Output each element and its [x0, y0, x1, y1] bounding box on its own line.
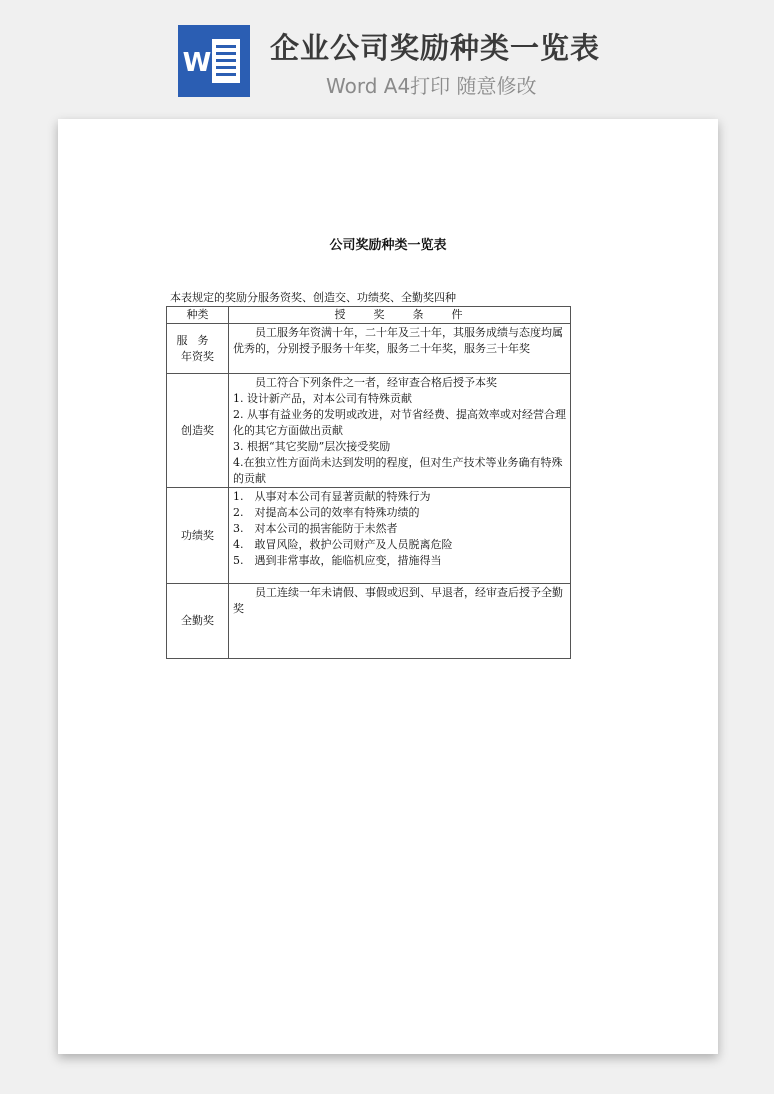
table-row	[167, 324, 571, 374]
document-intro: 本表规定的奖励分服务资奖、创造交、功绩奖、全勤奖四种	[170, 291, 456, 304]
word-document-icon	[178, 25, 250, 97]
category-line: 年资奖	[181, 349, 214, 363]
row-category: 全勤奖	[167, 584, 229, 659]
condition-line: 员工服务年资满十年，二十年及三十年，其服务成绩与态度均属优秀的，分别授予服务十年奖，服务二十年奖，服务三十年奖	[233, 326, 563, 355]
condition-line: 员工符合下列条件之一者，经审查合格后授予本奖	[255, 376, 497, 389]
awards-table	[166, 306, 571, 659]
header-category: 种类	[167, 307, 229, 324]
header	[0, 0, 774, 118]
word-icon-letter: W	[182, 48, 212, 78]
header-conditions: 授奖条件	[229, 307, 571, 324]
row-category: 创造奖	[167, 374, 229, 488]
condition-line: 2. 对提高本公司的效率有特殊功绩的	[233, 506, 420, 519]
document-title: 公司奖励种类一览表	[329, 238, 447, 253]
table-row	[167, 488, 571, 584]
condition-line: 2. 从事有益业务的发明或改进，对节省经费、提高效率或对经营合理化的其它方面做出贡献	[233, 408, 566, 437]
condition-line: 3. 根据“其它奖励”层次接受奖励	[233, 440, 391, 453]
table-header-row	[167, 307, 571, 324]
category-line: 服务	[176, 333, 219, 347]
table-row	[167, 374, 571, 488]
page-title: 企业公司奖励种类一览表	[270, 31, 601, 65]
condition-line: 4. 敢冒风险，救护公司财产及人员脱离危险	[233, 538, 453, 551]
condition-line: 5. 遇到非常事故，能临机应变，措施得当	[233, 554, 442, 567]
row-conditions	[229, 584, 571, 659]
condition-line: 1. 从事对本公司有显著贡献的特殊行为	[233, 490, 431, 503]
row-category: 功绩奖	[167, 488, 229, 584]
row-conditions	[229, 324, 571, 374]
table-row	[167, 584, 571, 659]
condition-line: 1. 设计新产品，对本公司有特殊贡献	[233, 392, 412, 405]
document-page	[58, 119, 718, 1054]
row-category	[167, 324, 229, 374]
page-subtitle: Word A4打印 随意修改	[326, 74, 537, 98]
condition-line: 4.在独立性方面尚未达到发明的程度，但对生产技术等业务确有特殊的贡献	[233, 456, 563, 485]
row-conditions	[229, 374, 571, 488]
condition-line: 3. 对本公司的损害能防于未然者	[233, 522, 398, 535]
row-conditions	[229, 488, 571, 584]
condition-line: 员工连续一年未请假、事假或迟到、早退者，经审查后授予全勤奖	[233, 586, 563, 615]
